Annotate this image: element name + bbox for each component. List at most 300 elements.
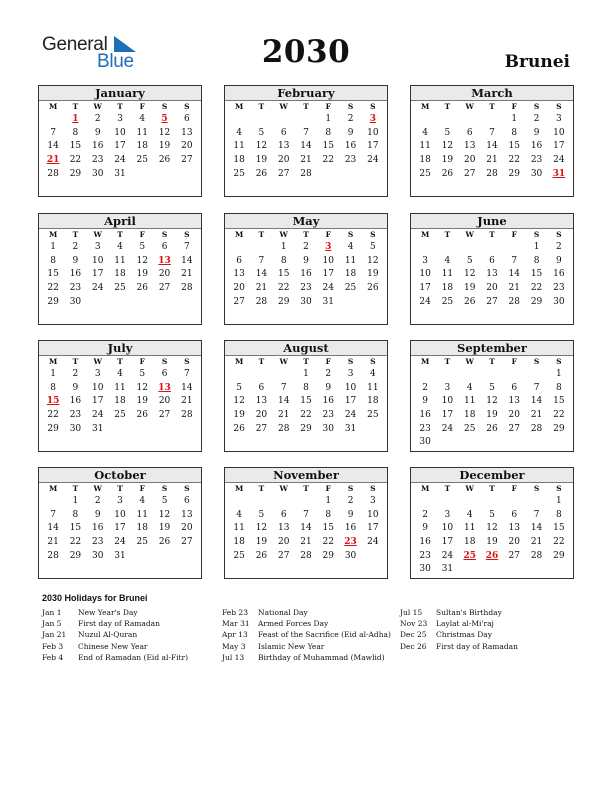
day-cell: 10	[441, 523, 454, 534]
day-cell: 8	[50, 255, 56, 266]
day-grid	[39, 356, 201, 436]
day-cell: 5	[489, 509, 495, 520]
weekday-header: S	[161, 230, 168, 239]
day-cell: 6	[489, 255, 495, 266]
day-cell: 10	[553, 127, 565, 138]
day-cell: 8	[72, 127, 79, 138]
weekday-header: W	[93, 357, 102, 366]
month-july	[38, 340, 202, 452]
weekday-header: M	[48, 230, 58, 239]
weekday-header: S	[533, 230, 540, 239]
month-march	[410, 85, 574, 197]
day-cell: 11	[463, 523, 476, 534]
day-cell: 9	[72, 382, 79, 393]
day-cell: 8	[511, 127, 518, 138]
day-cell: 4	[236, 127, 242, 138]
weekday-header: S	[370, 230, 376, 239]
day-cell: 5	[444, 127, 451, 138]
day-cell: 9	[94, 509, 101, 520]
day-cell: 12	[136, 255, 148, 266]
day-cell: 16	[344, 523, 357, 534]
empty-cell	[459, 241, 481, 255]
empty-cell	[42, 495, 64, 509]
holiday-day: 13	[158, 255, 171, 266]
empty-cell	[250, 495, 272, 509]
day-cell: 25	[136, 537, 148, 548]
day-cell: 30	[300, 296, 312, 307]
weekday-header: F	[325, 357, 331, 366]
weekday-header: W	[279, 357, 288, 366]
day-cell: 16	[91, 141, 104, 152]
weekday-header: T	[258, 230, 265, 239]
day-cell: 5	[466, 255, 473, 266]
day-cell: 13	[181, 509, 193, 520]
holiday-date: Jul 15	[400, 608, 423, 617]
day-cell: 16	[69, 396, 82, 407]
weekday-header: F	[511, 102, 517, 111]
day-cell: 20	[255, 410, 268, 421]
day-cell: 3	[422, 255, 428, 266]
day-cell: 8	[72, 509, 79, 520]
empty-cell	[273, 113, 295, 127]
day-cell: 6	[236, 255, 242, 266]
day-cell: 2	[94, 496, 101, 506]
day-cell: 5	[236, 382, 242, 393]
day-cell: 29	[508, 168, 520, 179]
weekday-header: W	[93, 102, 102, 111]
day-cell: 13	[277, 141, 290, 152]
empty-cell	[414, 113, 436, 127]
day-cell: 1	[50, 242, 56, 252]
holiday-date: Feb 3	[42, 641, 64, 651]
day-cell: 14	[181, 255, 193, 266]
day-cell: 11	[344, 255, 357, 266]
day-cell: 21	[300, 155, 312, 166]
empty-cell	[414, 368, 436, 382]
weekday-header: M	[420, 357, 430, 366]
day-cell: 27	[158, 283, 171, 294]
day-cell: 7	[280, 382, 287, 393]
day-cell: 29	[553, 423, 565, 434]
day-cell: 19	[255, 155, 268, 166]
day-cell: 10	[367, 509, 379, 520]
day-cell: 20	[277, 155, 290, 166]
day-cell: 18	[136, 523, 148, 534]
day-cell: 3	[444, 509, 451, 520]
day-cell: 16	[553, 269, 565, 280]
day-cell: 6	[183, 496, 190, 506]
weekday-header: F	[325, 102, 331, 111]
day-cell: 30	[91, 550, 104, 561]
weekday-header: S	[347, 484, 354, 493]
day-grid	[411, 356, 573, 450]
day-cell: 23	[91, 537, 104, 548]
day-cell: 31	[322, 296, 334, 307]
day-cell: 15	[277, 269, 290, 280]
month-name: December	[411, 468, 573, 483]
day-cell: 6	[280, 509, 287, 520]
weekday-header: S	[347, 102, 354, 111]
day-cell: 5	[369, 242, 376, 252]
day-cell: 8	[325, 127, 332, 138]
weekday-header: W	[279, 102, 288, 111]
weekday-header: F	[511, 230, 517, 239]
day-cell: 28	[530, 550, 543, 561]
empty-cell	[525, 495, 547, 509]
day-cell: 24	[322, 283, 334, 294]
day-cell: 2	[72, 369, 79, 379]
day-cell: 7	[258, 255, 265, 266]
day-cell: 14	[181, 382, 193, 393]
day-grid	[411, 483, 573, 577]
empty-cell	[481, 368, 503, 382]
holiday-day: 26	[485, 550, 499, 561]
day-cell: 19	[486, 410, 498, 421]
day-cell: 2	[325, 369, 332, 379]
holiday-date: Feb 4	[42, 652, 64, 662]
day-cell: 14	[277, 396, 290, 407]
weekday-header: S	[370, 484, 376, 493]
day-cell: 28	[508, 296, 520, 307]
day-cell: 4	[117, 242, 123, 252]
day-cell: 17	[91, 269, 104, 280]
day-cell: 9	[555, 255, 562, 266]
day-cell: 4	[139, 114, 146, 124]
day-cell: 26	[486, 423, 498, 434]
holiday-day: 15	[46, 396, 60, 407]
logo-text-general: General	[42, 34, 108, 55]
day-cell: 11	[114, 255, 126, 266]
day-cell: 22	[322, 537, 334, 548]
holiday-row	[222, 652, 391, 663]
holiday-date: Jan 21	[42, 630, 67, 640]
weekday-header: S	[161, 484, 168, 493]
day-cell: 15	[553, 523, 565, 534]
month-name: March	[411, 86, 573, 101]
day-cell: 1	[72, 496, 79, 506]
empty-cell	[503, 495, 525, 509]
month-name: September	[411, 341, 573, 356]
empty-cell	[481, 495, 503, 509]
weekday-header: F	[139, 357, 145, 366]
day-cell: 25	[463, 423, 476, 434]
day-cell: 21	[508, 283, 520, 294]
day-cell: 22	[47, 410, 59, 421]
day-cell: 6	[161, 242, 168, 252]
empty-cell	[481, 113, 503, 127]
holiday-column	[42, 607, 188, 663]
month-august	[224, 340, 388, 452]
day-cell: 26	[367, 283, 379, 294]
holiday-name: Sultan's Birthday	[436, 608, 502, 617]
empty-cell	[295, 113, 317, 127]
day-grid	[411, 229, 573, 309]
holiday-day: 21	[46, 155, 60, 166]
day-cell: 24	[553, 155, 565, 166]
weekday-header: M	[48, 357, 58, 366]
day-cell: 6	[258, 382, 265, 393]
day-cell: 24	[441, 423, 454, 434]
day-cell: 9	[325, 382, 332, 393]
day-cell: 5	[161, 496, 168, 506]
weekday-header: T	[489, 230, 495, 239]
day-cell: 30	[69, 423, 82, 434]
empty-cell	[414, 495, 436, 509]
day-cell: 18	[114, 396, 126, 407]
weekday-header: S	[556, 230, 562, 239]
weekday-header: M	[48, 484, 58, 493]
day-cell: 27	[181, 155, 193, 166]
day-cell: 13	[277, 523, 290, 534]
weekday-header: F	[139, 102, 145, 111]
day-cell: 24	[367, 537, 379, 548]
day-cell: 8	[555, 382, 562, 393]
day-cell: 19	[441, 155, 454, 166]
weekday-header: S	[347, 357, 354, 366]
day-cell: 27	[233, 296, 245, 307]
day-cell: 5	[489, 382, 495, 393]
day-cell: 18	[344, 269, 357, 280]
day-cell: 12	[486, 523, 498, 534]
weekday-header: S	[184, 230, 190, 239]
weekday-header: T	[444, 357, 451, 366]
day-cell: 21	[181, 269, 193, 280]
holiday-row	[400, 618, 518, 629]
weekday-header: T	[72, 484, 79, 493]
day-cell: 21	[277, 410, 290, 421]
day-grid	[39, 229, 201, 309]
day-cell: 7	[183, 242, 190, 252]
weekday-header: M	[234, 484, 244, 493]
day-cell: 21	[47, 537, 59, 548]
day-cell: 12	[486, 396, 498, 407]
day-cell: 28	[47, 550, 59, 561]
empty-cell	[436, 495, 458, 509]
day-cell: 26	[255, 550, 268, 561]
day-cell: 8	[280, 255, 287, 266]
empty-cell	[250, 113, 272, 127]
holiday-row	[42, 641, 188, 652]
empty-cell	[481, 241, 503, 255]
weekday-header: W	[465, 230, 474, 239]
weekday-header: T	[258, 102, 265, 111]
empty-cell	[503, 241, 525, 255]
day-cell: 30	[419, 437, 431, 448]
holiday-date: Dec 26	[400, 641, 427, 651]
day-cell: 8	[303, 382, 309, 393]
day-cell: 7	[303, 127, 309, 138]
day-cell: 30	[69, 296, 82, 307]
weekday-header: T	[444, 230, 451, 239]
day-cell: 4	[422, 127, 428, 138]
day-cell: 6	[511, 382, 518, 393]
month-september	[410, 340, 574, 452]
weekday-header: W	[279, 484, 288, 493]
day-cell: 22	[553, 410, 565, 421]
day-cell: 4	[117, 369, 123, 379]
weekday-header: T	[72, 230, 79, 239]
day-cell: 27	[277, 550, 290, 561]
day-grid	[411, 101, 573, 181]
day-cell: 2	[347, 114, 354, 124]
day-cell: 26	[441, 168, 454, 179]
day-cell: 31	[114, 168, 126, 179]
day-cell: 3	[94, 242, 101, 252]
day-cell: 24	[419, 296, 431, 307]
day-cell: 15	[322, 141, 334, 152]
day-cell: 4	[139, 496, 146, 506]
day-cell: 31	[344, 423, 357, 434]
empty-cell	[414, 241, 436, 255]
weekday-header: T	[303, 230, 309, 239]
day-cell: 29	[530, 296, 543, 307]
day-cell: 26	[233, 423, 245, 434]
weekday-header: F	[325, 230, 331, 239]
holiday-day: 25	[463, 550, 476, 561]
month-december	[410, 467, 574, 579]
day-cell: 22	[508, 155, 520, 166]
day-cell: 12	[136, 382, 148, 393]
day-cell: 30	[322, 423, 334, 434]
holiday-name: First day of Ramadan	[78, 619, 160, 629]
holiday-name: Feast of the Sacrifice (Eid al-Adha)	[258, 630, 391, 640]
day-cell: 23	[553, 283, 565, 294]
day-cell: 1	[325, 496, 332, 506]
day-cell: 22	[47, 283, 59, 294]
empty-cell	[228, 368, 250, 382]
day-cell: 1	[325, 114, 332, 124]
day-cell: 19	[136, 269, 148, 280]
weekday-header: M	[234, 230, 244, 239]
weekday-header: T	[303, 484, 309, 493]
day-grid	[225, 229, 387, 309]
empty-cell	[250, 241, 272, 255]
day-cell: 8	[50, 382, 56, 393]
day-cell: 13	[486, 269, 498, 280]
weekday-header: M	[48, 102, 58, 111]
holiday-row	[400, 641, 518, 652]
day-cell: 7	[183, 369, 190, 379]
day-cell: 28	[277, 423, 290, 434]
day-cell: 31	[91, 423, 104, 434]
day-cell: 9	[347, 127, 354, 138]
day-cell: 24	[91, 410, 104, 421]
day-cell: 22	[300, 410, 312, 421]
weekday-header: T	[303, 357, 309, 366]
day-cell: 20	[508, 537, 520, 548]
month-name: August	[225, 341, 387, 356]
holiday-row	[222, 607, 391, 618]
day-cell: 30	[419, 564, 431, 575]
holiday-day: 3	[325, 242, 332, 252]
day-cell: 25	[367, 410, 379, 421]
weekday-header: M	[234, 102, 244, 111]
day-cell: 9	[94, 127, 101, 138]
weekday-header: S	[556, 102, 562, 111]
day-cell: 10	[419, 269, 431, 280]
logo-text-blue: Blue	[97, 51, 134, 72]
day-cell: 6	[280, 127, 287, 138]
month-january	[38, 85, 202, 197]
month-may	[224, 213, 388, 325]
day-cell: 26	[136, 410, 148, 421]
weekday-header: S	[184, 102, 190, 111]
day-cell: 28	[181, 410, 193, 421]
day-cell: 29	[553, 550, 565, 561]
weekday-header: M	[420, 102, 430, 111]
day-cell: 24	[114, 155, 126, 166]
weekday-header: T	[303, 102, 309, 111]
holiday-date: Apr 13	[222, 630, 248, 640]
day-cell: 12	[463, 269, 476, 280]
day-cell: 20	[233, 283, 245, 294]
month-november	[224, 467, 388, 579]
day-cell: 11	[463, 396, 476, 407]
day-grid	[225, 101, 387, 181]
weekday-header: T	[444, 484, 451, 493]
day-cell: 15	[508, 141, 520, 152]
day-cell: 22	[530, 283, 543, 294]
weekday-header: S	[184, 357, 190, 366]
day-cell: 9	[303, 255, 309, 266]
day-cell: 15	[300, 396, 312, 407]
holidays-title: 2030 Holidays for Brunei	[42, 593, 148, 603]
weekday-header: T	[117, 484, 123, 493]
day-cell: 16	[91, 523, 104, 534]
day-cell: 5	[258, 509, 265, 520]
day-cell: 2	[94, 114, 101, 124]
holiday-name: Birthday of Muhammad (Mawlid)	[258, 652, 385, 662]
weekday-header: S	[556, 484, 562, 493]
country-name: Brunei	[504, 52, 570, 72]
day-cell: 17	[367, 523, 379, 534]
weekday-header: W	[279, 230, 288, 239]
day-cell: 19	[158, 523, 171, 534]
day-cell: 16	[322, 396, 334, 407]
weekday-header: T	[489, 357, 495, 366]
weekday-header: T	[72, 102, 79, 111]
weekday-header: S	[533, 357, 540, 366]
day-cell: 15	[322, 523, 334, 534]
day-cell: 12	[158, 509, 171, 520]
day-cell: 11	[233, 141, 245, 152]
holiday-row	[222, 618, 391, 629]
day-cell: 29	[300, 423, 312, 434]
day-cell: 28	[300, 550, 312, 561]
day-cell: 25	[136, 155, 148, 166]
day-cell: 7	[533, 382, 540, 393]
month-name: May	[225, 214, 387, 229]
holiday-name: Laylat al-Mi'raj	[436, 619, 494, 629]
holiday-row	[42, 652, 188, 663]
holiday-name: Christmas Day	[436, 630, 492, 640]
day-cell: 13	[255, 396, 268, 407]
holiday-date: Jul 13	[222, 652, 245, 662]
day-cell: 17	[367, 141, 379, 152]
weekday-header: F	[139, 484, 145, 493]
empty-cell	[459, 113, 481, 127]
day-cell: 23	[344, 155, 357, 166]
holiday-date: Feb 23	[222, 608, 248, 617]
day-cell: 19	[158, 141, 171, 152]
day-cell: 18	[419, 155, 431, 166]
day-cell: 21	[486, 155, 498, 166]
day-cell: 23	[300, 283, 312, 294]
day-cell: 22	[69, 537, 82, 548]
day-cell: 16	[419, 537, 431, 548]
calendar-year: 2030	[261, 34, 351, 70]
holiday-name: Armed Forces Day	[258, 619, 329, 629]
